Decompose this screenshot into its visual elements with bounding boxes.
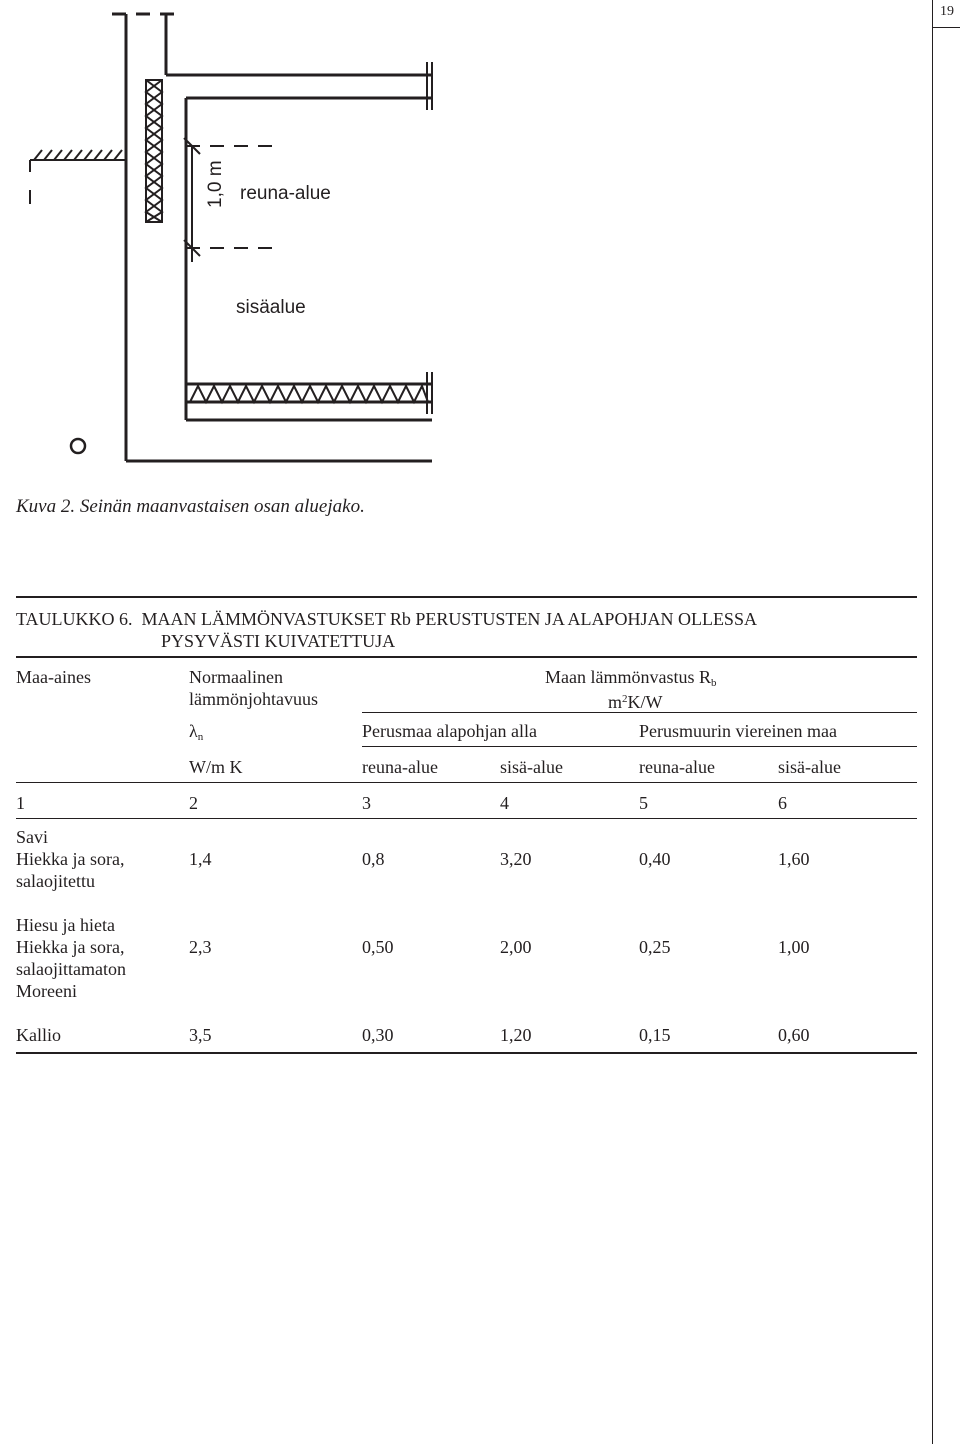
row-value: 0,8: [362, 849, 385, 869]
header-wall-edge: reuna-alue: [639, 757, 715, 777]
row-value: 2,3: [189, 937, 212, 957]
header-lambda: $\lambda_n$: [189, 721, 204, 743]
page-number: 19: [940, 4, 954, 19]
row-value: 3,5: [189, 1025, 212, 1045]
header-conductivity-line1: Normaalinen: [189, 667, 283, 687]
row-value: 1,00: [778, 937, 810, 957]
row-value: 0,30: [362, 1025, 394, 1045]
column-number: 6: [778, 793, 787, 813]
wall-section-drawing: [0, 0, 440, 470]
row-value: 0,60: [778, 1025, 810, 1045]
numbers-rule: [16, 782, 917, 783]
row-value: 2,00: [500, 937, 532, 957]
row-material: Hiekka ja sora,: [16, 937, 125, 957]
column-number: 3: [362, 793, 371, 813]
page-border: [932, 0, 933, 1444]
table-title-line2: PYSYVÄSTI KUIVATETTUJA: [161, 631, 396, 651]
row-value: 3,20: [500, 849, 532, 869]
header-resistance-unit: $m^2K/W$: [608, 692, 663, 712]
row-value: 1,60: [778, 849, 810, 869]
inner-zone-label: sisäalue: [236, 297, 306, 318]
row-material: Savi: [16, 827, 49, 847]
header-lambda-unit: W/m K: [189, 757, 243, 777]
body-rule: [16, 818, 917, 819]
header-conductivity-line2: lämmönjohtavuus: [189, 689, 318, 709]
column-number: 5: [639, 793, 648, 813]
table-bottom-rule: [16, 1052, 917, 1054]
row-value: 0,40: [639, 849, 671, 869]
row-value: 1,4: [189, 849, 212, 869]
row-material: Hiesu ja hieta: [16, 915, 115, 935]
header-group-wall: Perusmuurin viereinen maa: [639, 721, 837, 741]
table-title: [16, 608, 757, 651]
row-value: 0,50: [362, 937, 394, 957]
header-sub-rule: [362, 746, 917, 747]
row-material: Kallio: [16, 1025, 61, 1045]
header-top-rule: [16, 656, 917, 658]
header-material: Maa-aines: [16, 667, 91, 687]
header-floor-inner: sisä-alue: [500, 757, 563, 777]
row-material: salaojittamaton: [16, 959, 126, 979]
table-top-rule: [16, 596, 917, 598]
column-number: 2: [189, 793, 198, 813]
page-number-box-line: [932, 27, 960, 28]
row-material: salaojitettu: [16, 871, 95, 891]
row-value: 1,20: [500, 1025, 532, 1045]
row-material: Hiekka ja sora,: [16, 849, 125, 869]
dimension-label: 1,0 m: [205, 160, 226, 208]
row-value: 0,25: [639, 937, 671, 957]
column-number: 1: [16, 793, 25, 813]
header-floor-edge: reuna-alue: [362, 757, 438, 777]
row-material: Moreeni: [16, 981, 77, 1001]
header-group-floor: Perusmaa alapohjan alla: [362, 721, 537, 741]
table-title-line1: TAULUKKO 6. MAAN LÄMMÖNVASTUKSET Rb PERUSTUSTEN JA ALAPOHJAN OLLESSA: [16, 609, 757, 629]
column-number: 4: [500, 793, 509, 813]
row-value: 0,15: [639, 1025, 671, 1045]
header-group-rule: [362, 712, 917, 713]
header-wall-inner: sisä-alue: [778, 757, 841, 777]
figure-caption: Kuva 2. Seinän maanvastaisen osan aluejako.: [16, 496, 365, 517]
edge-zone-label: reuna-alue: [240, 183, 331, 204]
header-resistance: Maan lämmönvastus $R_b$: [545, 667, 717, 689]
